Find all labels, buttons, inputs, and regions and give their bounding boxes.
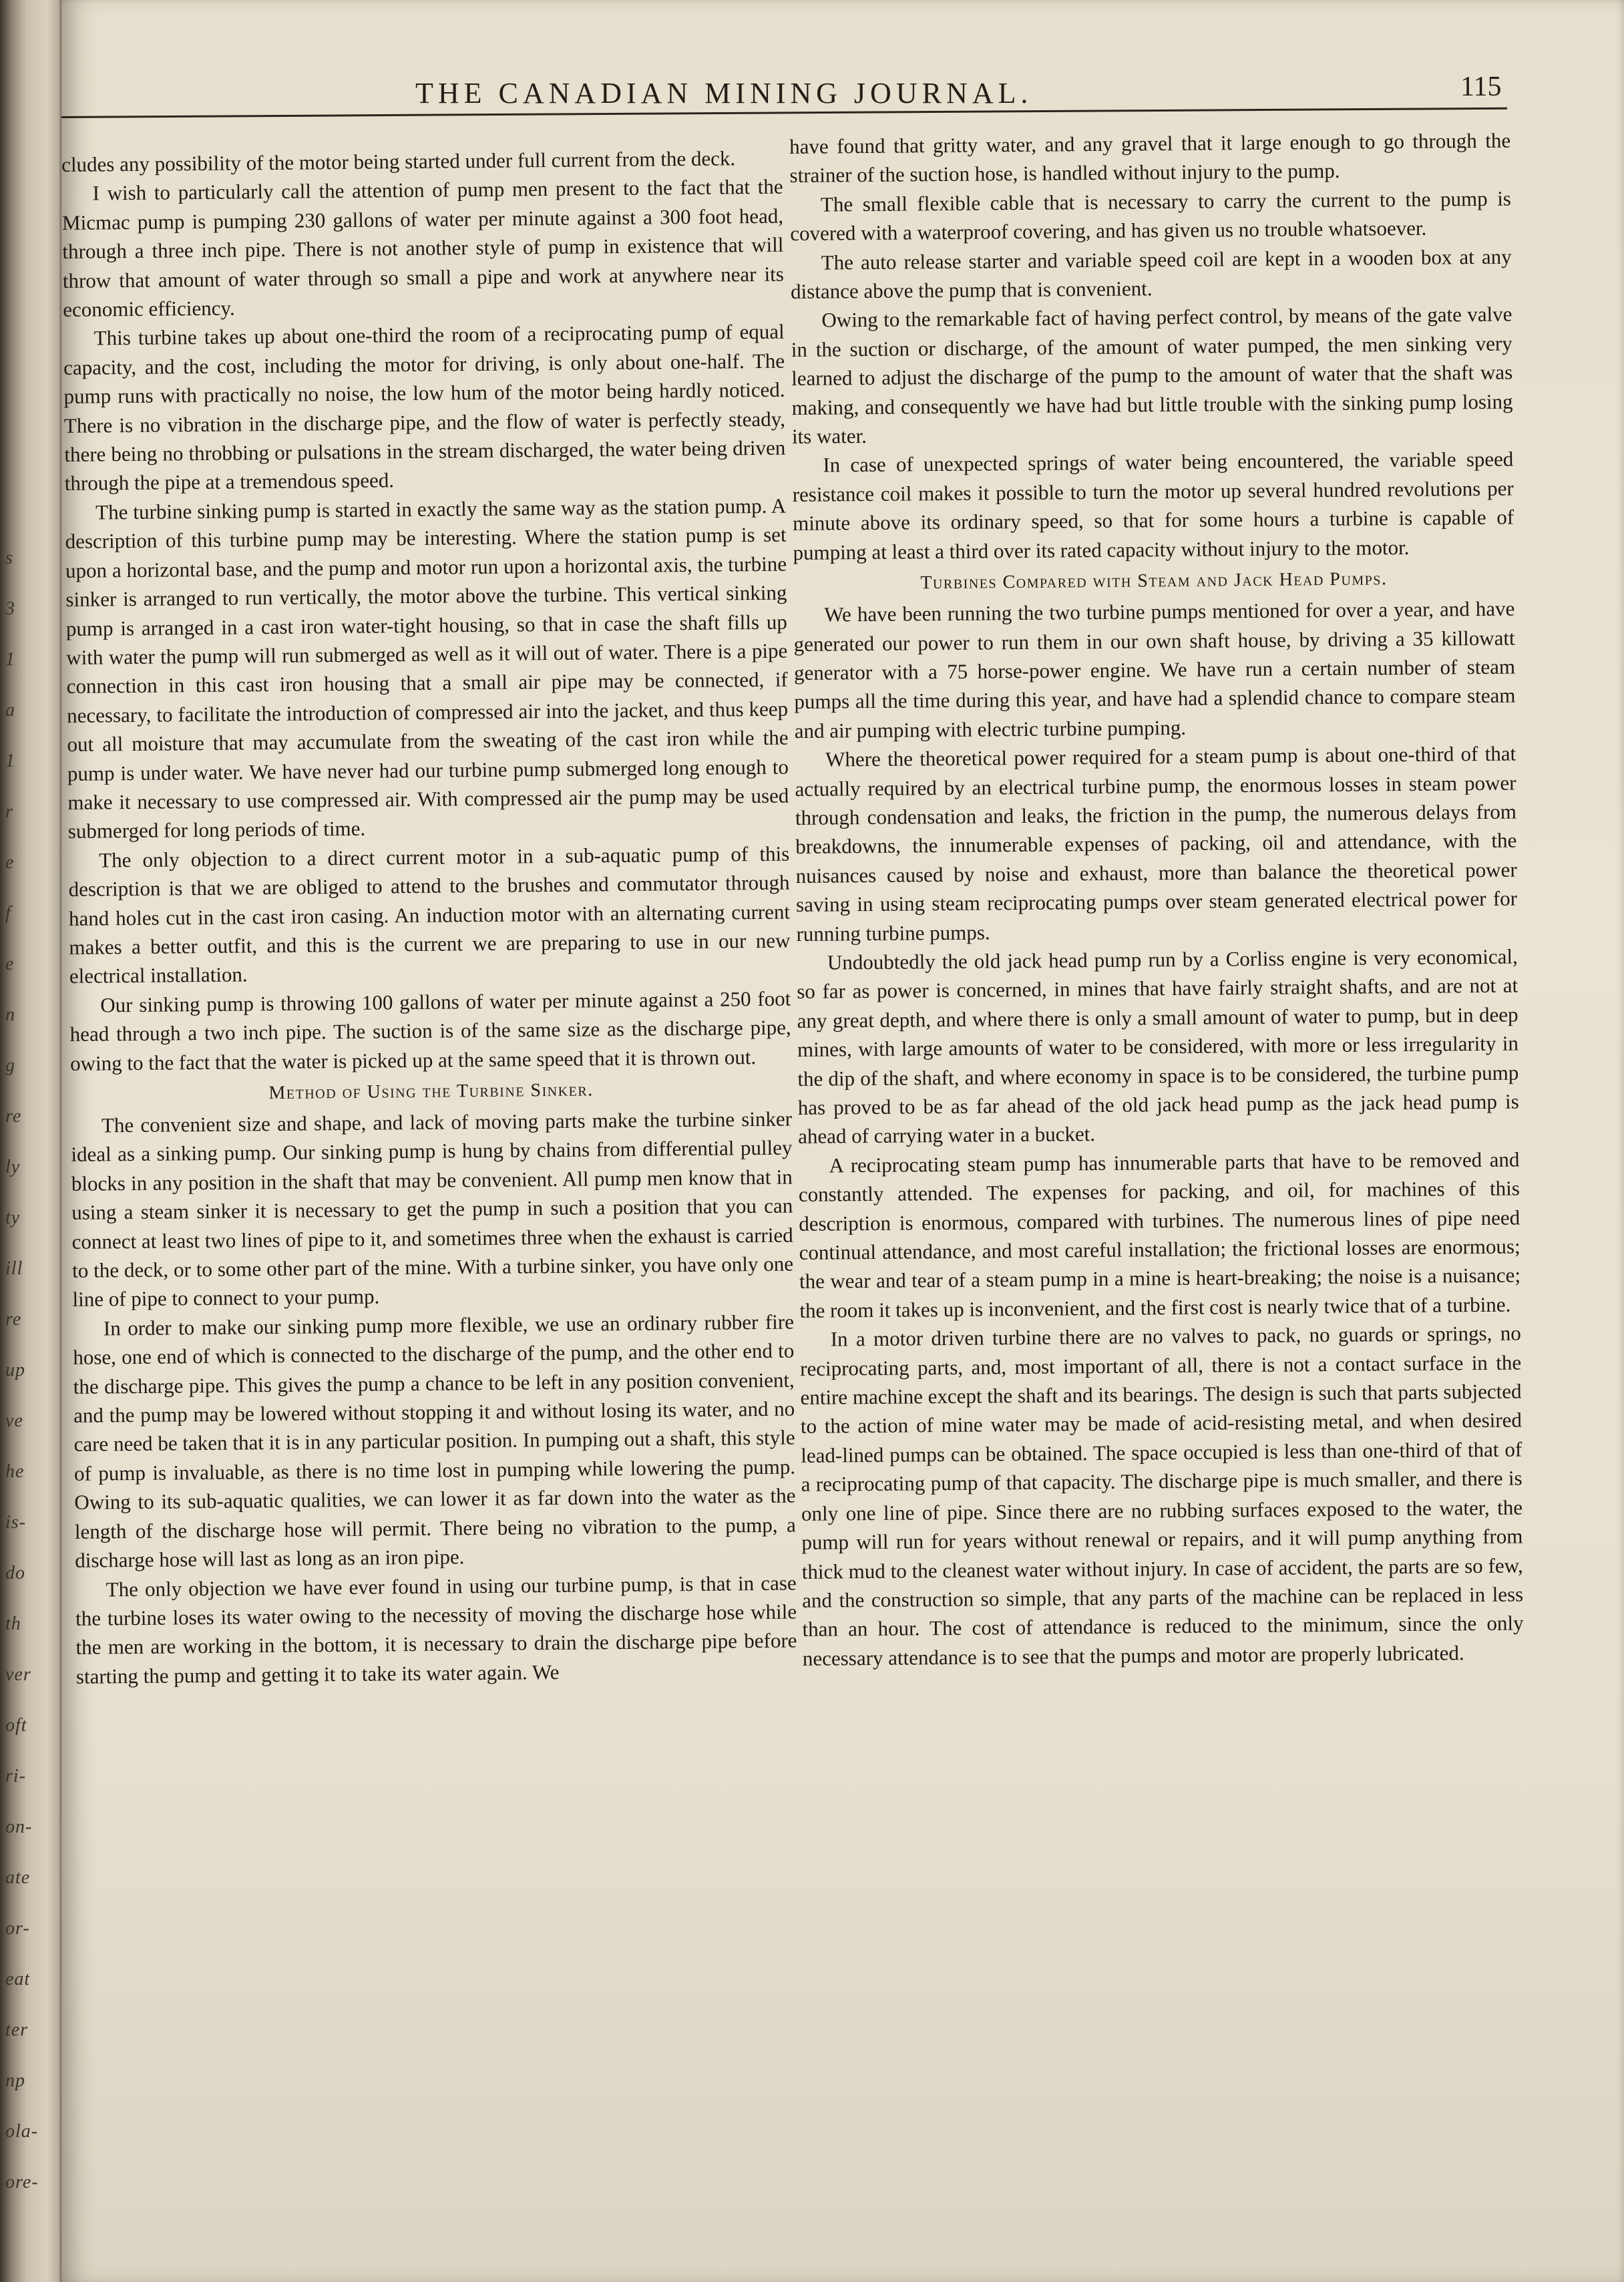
gutter-fragment: he (5, 1461, 25, 1482)
page-number: 115 (1460, 71, 1502, 102)
paragraph: We have been running the two turbine pumps mentioned for over a year, and have generated our power to run them in our own shaft house, by driving a 35 killowatt generator with a 75 horse-power engine. We have run a certain number of steam pumps all the time during this year, and have had a splendid chance to compare steam and air pumping with electric turbine pumping. (793, 596, 1516, 743)
gutter-fragment: ter (5, 2020, 29, 2040)
paragraph: The only objection to a direct current motor in a sub-aquatic pump of this description is that we are obliged to attend to the brushes and commutator through hand holes cut in the cast iron casing. An induction motor with an alternating current makes a better outfit, and this is the current we are preparing to use in our new electrical installation. (68, 841, 791, 988)
paragraph: This turbine takes up about one-third the room of a reciprocating pump of equal capacity, and the cost, including the motor for driving, is only about one-half. The pump runs with practically no noise, the low hum of the motor being hardly noticed. There is no vibration in the discharge pipe, and the flow of water is perfectly steady, there being no throbbing or pulsations in the stream discharged, the water being driven through the pipe at a tremendous speed. (63, 320, 786, 496)
gutter-fragment: oft (5, 1715, 27, 1736)
paragraph: I wish to particularly call the attention of pump men present to the fact that the Micmac pump is pumping 230 gallons of water per minute against a 300 foot head, through a three inch pipe. There is not another style of pump in existence that will throw that amount of water through so small a pipe and work at anywhere near its economic efficiency. (61, 175, 784, 322)
gutter-fragment: a (5, 700, 15, 721)
right-column (789, 126, 1524, 1673)
gutter-fragment: r (5, 801, 13, 822)
gutter-fragment: ri- (5, 1766, 26, 1786)
gutter-fragment: ill (5, 1258, 23, 1279)
section-heading: Turbines Compared with Steam and Jack Head Pumps. (920, 568, 1388, 594)
gutter-fragment: do (5, 1563, 25, 1583)
gutter-fragment: np (5, 2070, 25, 2091)
gutter-fragment: re (5, 1309, 22, 1330)
gutter-fragment: 1 (5, 649, 15, 670)
gutter-fragment: n (5, 1004, 15, 1025)
gutter-fragment: th (5, 1613, 21, 1634)
paragraph: Our sinking pump is throwing 100 gallons of water per minute against a 250 foot head through a two inch pipe. The suction is of the same size as the discharge pipe, owing to the fact that the water is picked up at the same speed that it is thrown out. (69, 986, 791, 1075)
gutter-fragment: ate (5, 1867, 31, 1888)
paragraph: Owing to the remarkable fact of having perfect control, by means of the gate valve in the suction or discharge, of the amount of water pumped, the men sinking very learned to adjust the discharge of the pump to the amount of water that the shaft was making, and consequently we have had but little trouble with the sinking pump losing its water. (791, 303, 1513, 449)
gutter-fragment: ty (5, 1207, 21, 1228)
gutter-fragment: up (5, 1360, 25, 1380)
paragraph: have found that gritty water, and any gravel that it large enough to go through the strainer of the suction hose, is handled without injury to the pump. (789, 128, 1511, 188)
gutter-fragment: e (5, 954, 15, 974)
gutter-fragment: is- (5, 1512, 26, 1533)
paragraph: In case of unexpected springs of water being encountered, the variable speed resistance coil makes it possible to turn the motor up several hundred revolutions per minute above its ordinary speed, so that for some hours a turbine is capable of pumping at least a third over its rated capacity without injury to the motor. (792, 447, 1514, 564)
section-heading: Method of Using the Turbine Sinker. (268, 1079, 594, 1104)
gutter-fragment: ve (5, 1410, 23, 1431)
gutter-fragment: ore- (5, 2172, 39, 2193)
gutter-fragment: 1 (5, 751, 15, 771)
gutter-fragment: s (5, 548, 13, 568)
left-column (61, 144, 797, 1691)
paragraph: In order to make our sinking pump more flexible, we use an ordinary rubber fire hose, one end of which is connected to the discharge of the pump, and the other end to the discharge pipe. This gives the pump a chance to be left in any position convenient, and the pump may be lowered without stopping it and without losing its water, and no care need be taken that it is in any particular position. In pumping out a shaft, this style of pump is invaluable, as there is no time lost in pumping while lowering the pump. Owing to its sub-aquatic qualities, we can lower it as far down into the water as the length of the discharge hose will permit. There being no vibration to the pump, a discharge hose will last as long as an iron pipe. (73, 1310, 796, 1572)
paragraph: A reciprocating steam pump has innumerable parts that have to be removed and constantly attended. The expenses for packing, and oil, for machines of this description is enormous, compared with turbines. The numerous lines of pipe need continual attendance, and most careful installation; the frictional losses are enormous; the wear and tear of a steam pump in a mine is heart-breaking; the noise is a nuisance; the room it takes up is inconvenient, and the first cost is nearly twice that of a turbine. (798, 1147, 1521, 1322)
gutter-fragment: 3 (5, 598, 15, 619)
gutter-fragment: g (5, 1055, 15, 1076)
gutter-fragment: ola- (5, 2121, 39, 2142)
left-page-gutter (0, 0, 61, 2282)
paragraph: Where the theoretical power required for a steam pump is about one-third of that actually required by an electrical turbine pump, the enormous losses in steam power through condensation and leaks, the friction in the pump, the numerous delays from breakdowns, the innumerable expenses of packing, oil and attendance, with the nuisances caused by noise and exhaust, more than balance the theoretical power saving in using steam reciprocating pumps over steam generated electrical power for running turbine pumps. (795, 741, 1518, 946)
gutter-fragment: on- (5, 1817, 33, 1837)
gutter-fragment: re (5, 1106, 22, 1127)
gutter-fragment: or- (5, 1918, 30, 1939)
journal-page (61, 0, 1624, 2282)
gutter-fragment: ly (5, 1157, 21, 1177)
paragraph: The only objection we have ever found in using our turbine pump, is that in case the turbine loses its water owing to the necessity of moving the discharge hose while the men are working in the bottom, it is necessary to drain the discharge pipe before starting the pump and getting it to take its water again. We (75, 1571, 797, 1688)
journal-title: THE CANADIAN MINING JOURNAL. (415, 77, 1033, 110)
gutter-fragment: e (5, 852, 15, 873)
paragraph: cludes any possibility of the motor being started under full current from the deck. (61, 146, 736, 176)
paragraph: Undoubtedly the old jack head pump run by a Corliss engine is very economical, so far as power is concerned, in mines that have fairly straight shafts, and are not at any great depth, and where there is only a small amount of water to pump, but in deep mines, with large amounts of water to be considered, with more or less irregularity in the dip of the shaft, and where economy in space is to be considered, the turbine pump has proved to be as far ahead of the old jack head pump as the jack head pump is ahead of carrying water in a bucket. (797, 944, 1519, 1149)
gutter-fragment: eat (5, 1969, 31, 1989)
paragraph: The small flexible cable that is necessary to carry the current to the pump is covered with a waterproof covering, and has given us no trouble whatsoever. (790, 186, 1512, 246)
paragraph: The convenient size and shape, and lack of moving parts make the turbine sinker ideal as a sinking pump. Our sinking pump is hung by chains from differential pulley blocks in any position in the shaft that may be convenient. All pump men know that in using a steam sinker it is necessary to get the pump in such a position that you can connect at least two lines of pipe to it, and sometimes three when the exhaust is carried to the deck, or to some other part of the mine. With a turbine sinker, you have only one line of pipe to connect to your pump. (71, 1107, 794, 1312)
paragraph: The auto release starter and variable speed coil are kept in a wooden box at any distance above the pump that is convenient. (790, 244, 1512, 304)
paragraph: In a motor driven turbine there are no valves to pack, no guards or springs, no reciprocating parts, and, most important of all, there is not a contact surface in the entire machine except the shaft and its bearings. The design is such that parts subjected to the action of mine water may be made of acid-resisting metal, and when desired lead-lined pumps can be obtained. The space occupied is less than one-third of that of a reciprocating pump of that capacity. The discharge pipe is much smaller, and there is only one line of pipe. Since there are no rubbing surfaces exposed to the water, the pump will run for years without renewal or repairs, and it will pump anything from thick mud to the cleanest water without injury. In case of accident, the parts are so few, and the construction so simple, that any parts of the machine can be replaced in less than an hour. The cost of attendance is reduced to the minimum, since the only necessary attendance is to see that the pumps and motor are properly lubricated. (800, 1321, 1524, 1670)
paragraph: The turbine sinking pump is started in exactly the same way as the station pump. A description of this turbine pump may be interesting. Where the station pump is set upon a horizontal base, and the pump and motor run upon a horizontal axis, the turbine sinker is arranged to run vertically, the motor above the turbine. This vertical sinking pump is arranged in a cast iron water-tight housing, so that in case the shaft fills up with water the pump will run submerged as well as it will out of water. There is a pipe connection in this cast iron housing that a small air pipe may be connected, if necessary, to facilitate the introduction of compressed air into the jacket, and thus keep out all moisture that may accumulate from the sweating of the cast iron while the pump is under water. We have never had our turbine pump submerged long enough to make it necessary to use compressed air. With compressed air the pump may be used submerged for long periods of time. (65, 494, 789, 843)
gutter-fragment: f (5, 903, 11, 924)
gutter-fragment: ver (5, 1664, 31, 1685)
